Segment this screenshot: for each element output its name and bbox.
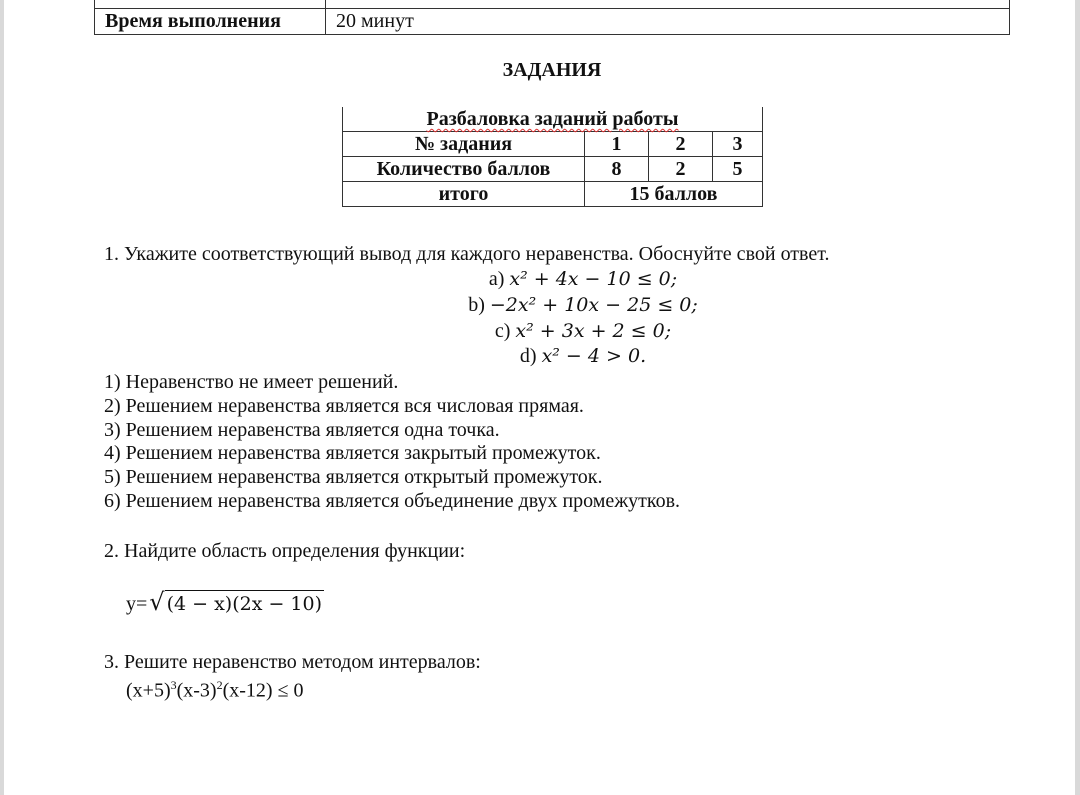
inequality-b-expr: −2x² + 10x − 25 ≤ 0; — [489, 294, 698, 316]
option-5: 5) Решением неравенства является открытый промежуток. — [104, 466, 603, 488]
option-4: 4) Решением неравенства является закрытый промежуток. — [104, 442, 601, 464]
total-value: 15 баллов — [585, 182, 763, 207]
page-edge-right — [1075, 0, 1080, 795]
option-6: 6) Решением неравенства является объединение двух промежутков. — [104, 490, 681, 512]
points-task-3: 5 — [713, 157, 763, 182]
task-number-label: № задания — [343, 132, 585, 157]
inequality-a-label: a) — [488, 268, 505, 290]
time-label: Время выполнения — [95, 9, 326, 35]
points-task-1: 8 — [585, 157, 649, 182]
exponent-1: 3 — [170, 678, 177, 692]
factor-3: (x-12) ≤ 0 — [222, 679, 304, 702]
inequality-a-expr: x² + 4x − 10 ≤ 0; — [509, 268, 678, 290]
score-row-total — [343, 182, 763, 207]
total-label: итого — [343, 182, 585, 207]
score-row-task-numbers — [343, 132, 763, 157]
task2-text: 2. Найдите область определения функции: — [104, 540, 466, 562]
inequality-a — [0, 268, 1080, 291]
info-row-time — [95, 9, 1010, 35]
score-caption-cell — [343, 107, 763, 132]
inequality-d-expr: x² − 4 > 0. — [541, 345, 647, 367]
inequality-d — [0, 345, 1080, 368]
factor-2: (x-3) — [176, 679, 217, 702]
time-value: 20 минут — [326, 9, 1010, 35]
factor-1: (x+5) — [126, 679, 171, 702]
points-label: Количество баллов — [343, 157, 585, 182]
info-cell-top-value — [326, 0, 1010, 9]
task3-inequality — [126, 678, 304, 703]
function-lhs: y= — [126, 593, 148, 615]
option-1: 1) Неравенство не имеет решений. — [104, 371, 399, 393]
info-row-top — [95, 0, 1010, 9]
task1-text: 1. Укажите соответствующий вывод для каждого неравенства. Обоснуйте свой ответ. — [104, 243, 830, 265]
function-radicand: (4 − x)(2x − 10) — [165, 590, 324, 616]
score-caption: Разбаловка заданий работы — [426, 108, 679, 130]
inequality-c — [0, 320, 1080, 343]
task-number-2: 2 — [649, 132, 713, 157]
page-edge-left — [0, 0, 4, 795]
option-2: 2) Решением неравенства является вся числовая прямая. — [104, 395, 584, 417]
option-3: 3) Решением неравенства является одна точка. — [104, 419, 500, 441]
task-number-1: 1 — [585, 132, 649, 157]
info-table — [94, 0, 1010, 35]
score-row-points — [343, 157, 763, 182]
inequality-b-label: b) — [468, 294, 485, 316]
sqrt-symbol: √ — [149, 588, 165, 616]
points-task-2: 2 — [649, 157, 713, 182]
exponent-2: 2 — [216, 678, 223, 692]
inequality-c-label: c) — [494, 320, 511, 342]
score-table — [342, 107, 763, 207]
inequality-d-label: d) — [519, 345, 537, 367]
inequality-c-expr: x² + 3x + 2 ≤ 0; — [515, 320, 672, 342]
section-title: ЗАДАНИЯ — [502, 59, 602, 81]
info-cell-top-key — [95, 0, 326, 9]
task-number-3: 3 — [713, 132, 763, 157]
inequality-b — [0, 294, 1080, 317]
task2-function — [126, 588, 324, 616]
score-caption-row — [343, 107, 763, 132]
task3-text: 3. Решите неравенство методом интервалов: — [104, 651, 481, 673]
